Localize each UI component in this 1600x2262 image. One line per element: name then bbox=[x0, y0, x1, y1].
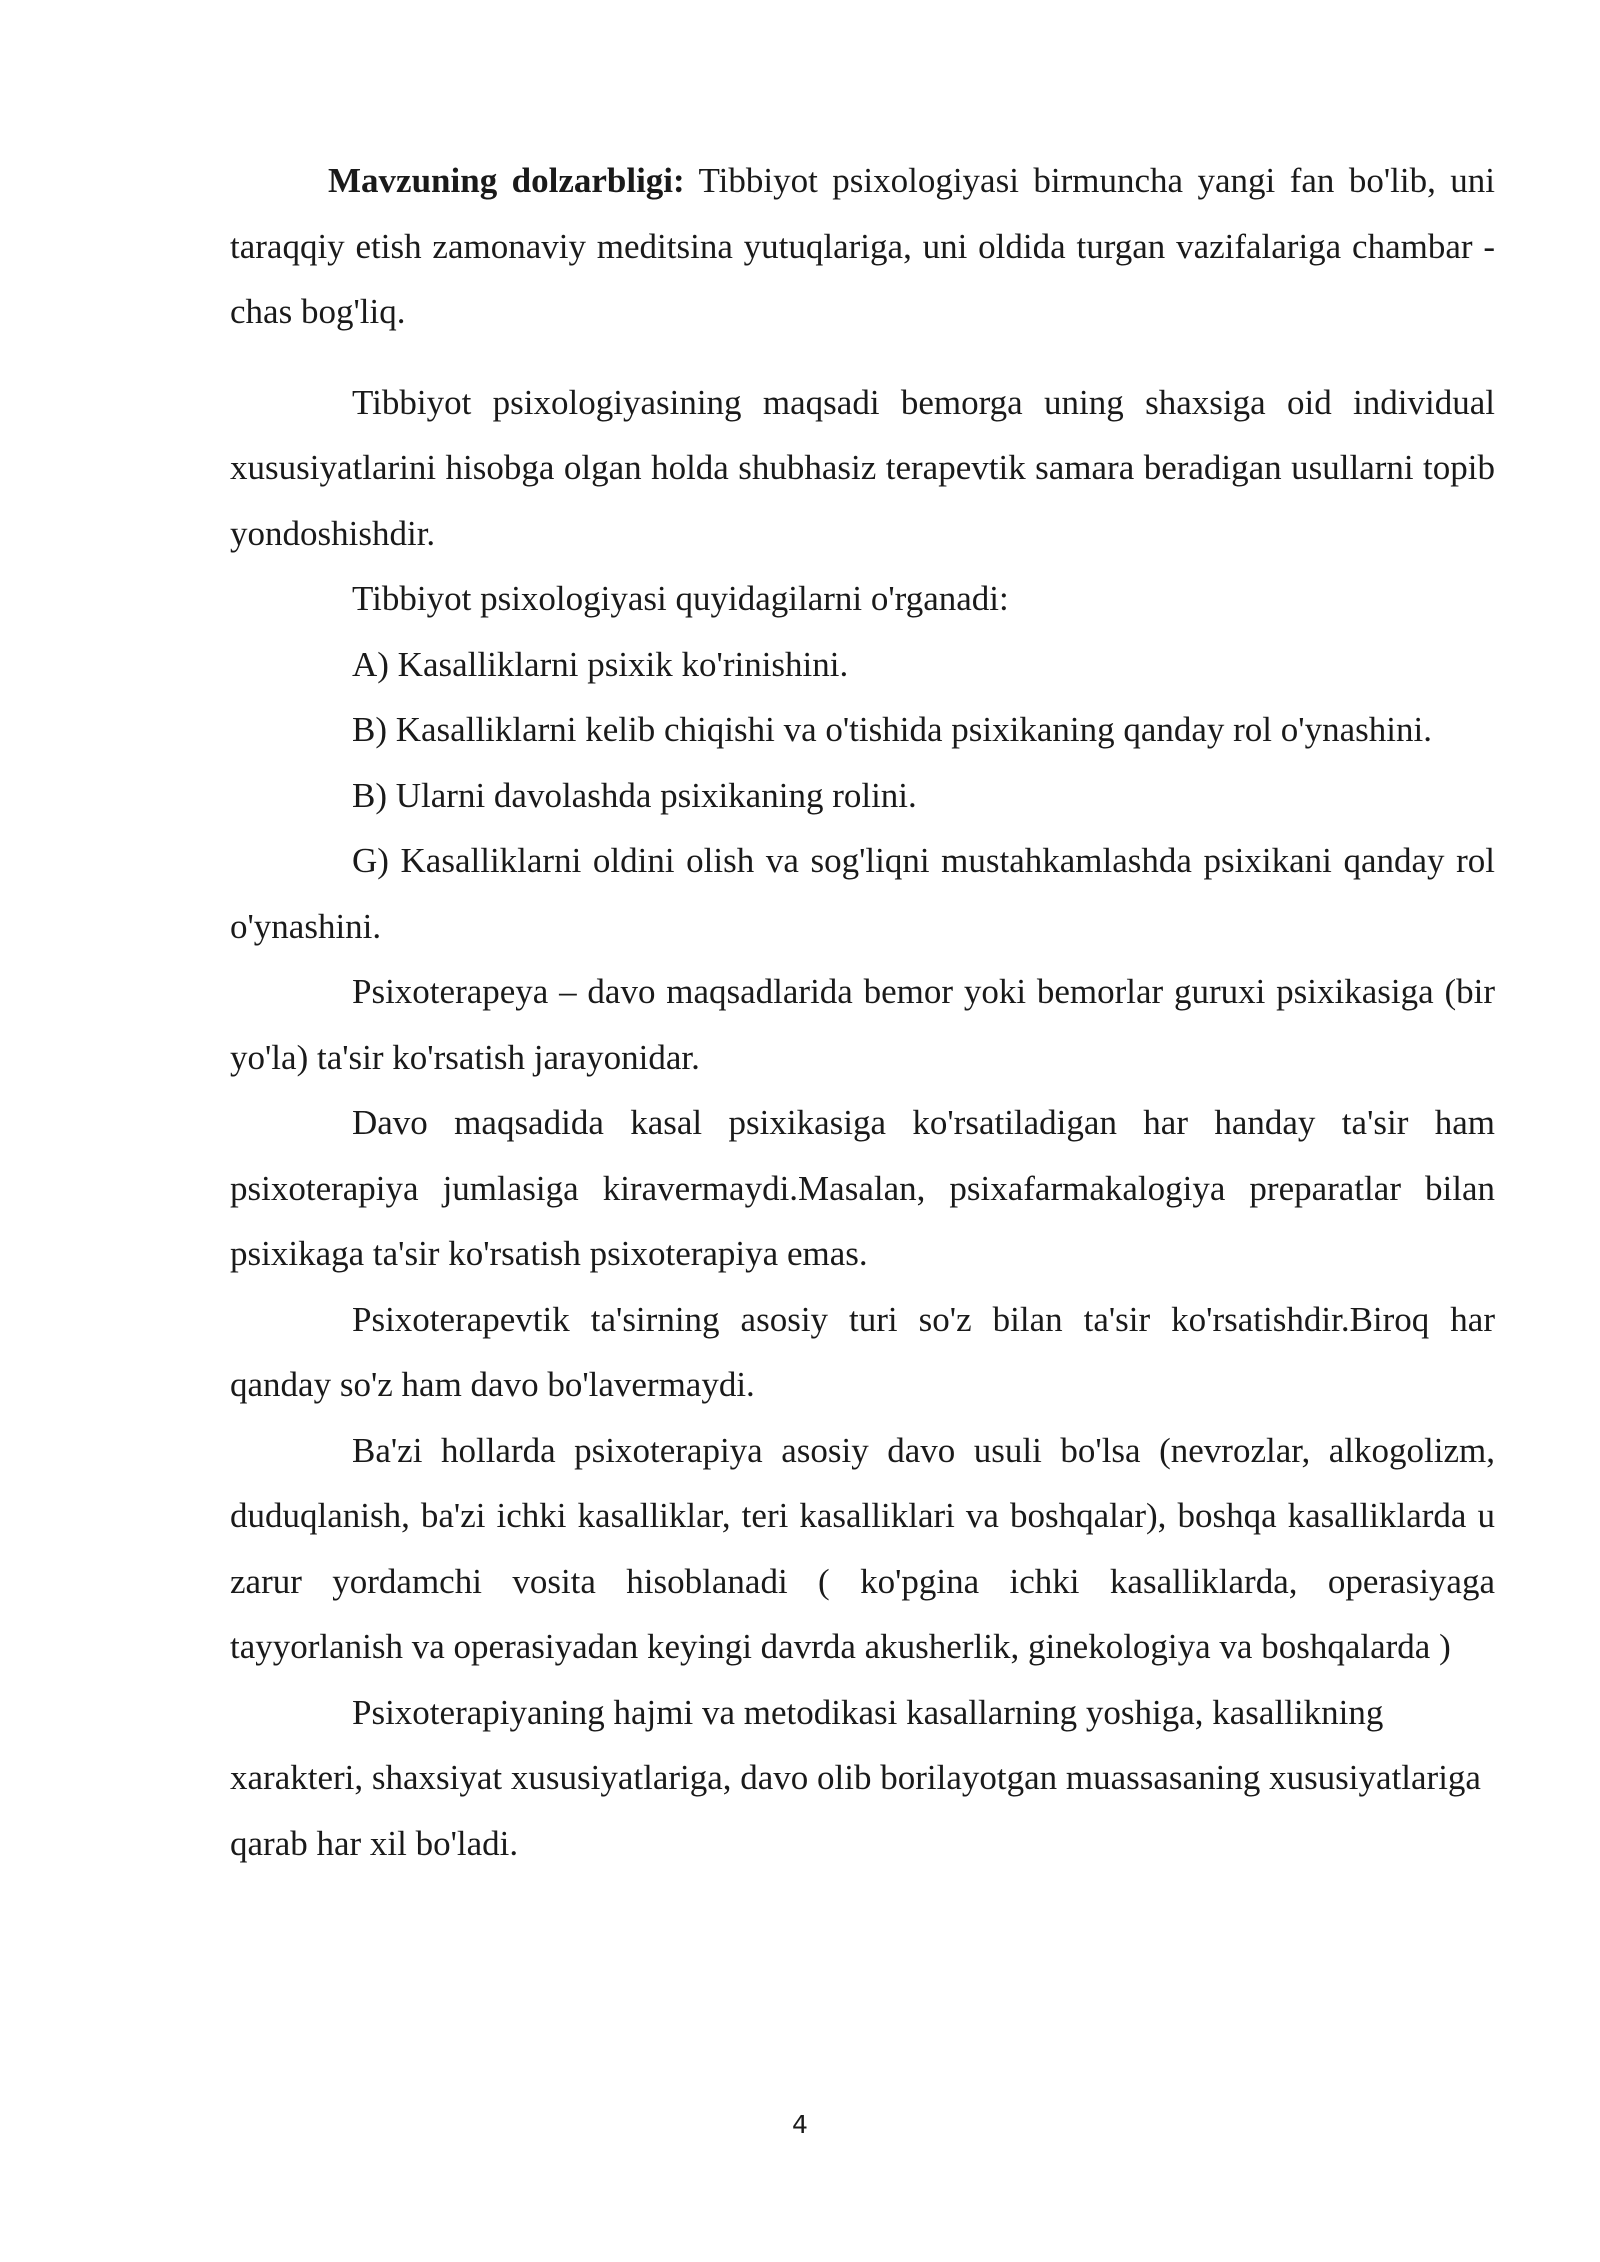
paragraph-studies-heading: Tibbiyot psixologiyasi quyidagilarni o'rganadi: bbox=[352, 579, 1009, 618]
paragraph-goal: Tibbiyot psixologiyasining maqsadi bemorga uning shaxsiga oid individual xususiyatlarini hisobga olgan holda shubhasiz terapevtik samara beradigan usullarni topib yondoshishdir. bbox=[230, 382, 1495, 553]
paragraph-psychotherapy-definition: Psixoterapeya – davo maqsadlarida bemor yoki bemorlar guruxi psixikasiga (bir yo'la) ta'sir ko'rsatish jarayonidar. bbox=[230, 972, 1495, 1077]
list-item-g: G) Kasalliklarni oldini olish va sog'liqni mustahkamlashda psixikani qanday rol o'ynashini. bbox=[230, 841, 1495, 946]
paragraph-not-every-influence: Davo maqsadida kasal psixikasiga ko'rsatiladigan har handay ta'sir ham psixoterapiya jumlasiga kiravermaydi.Masalan, psixafarmakalogiya preparatlar bilan psixikaga ta'sir ko'rsatish psixoterapiya emas. bbox=[230, 1103, 1495, 1273]
list-item-v: B) Ularni davolashda psixikaning rolini. bbox=[352, 775, 917, 815]
page-number: 4 bbox=[792, 2110, 808, 2139]
list-item-b: B) Kasalliklarni kelib chiqishi va o'tishida psixikaning qanday rol o'ynashini. bbox=[352, 710, 1432, 749]
list-item-a: A) Kasalliklarni psixik ko'rinishini. bbox=[352, 644, 849, 684]
intro-text: Tibbiyot psixologiyasi birmuncha yangi fan bo'lib, uni taraqqiy etish zamonaviy meditsina yutuqlariga, uni oldida turgan vazifalariga chambar - chas bog'liq. bbox=[230, 161, 1495, 331]
intro-label: Mavzuning dolzarbligi: bbox=[328, 161, 685, 200]
paragraph-cases: Ba'zi hollarda psixoterapiya asosiy davo usuli bo'lsa (nevrozlar, alkogolizm, duduqlanish, ba'zi ichki kasalliklar, teri kasalliklari va boshqalar), boshqa kasalliklarda u zarur yordamchi vosita hisoblanadi ( ko'pgina ichki kasalliklarda, operasiyaga tayyorlanish va operasiyadan keyingi davrda akusherlik, ginekologiya va boshqalarda ) bbox=[230, 1430, 1495, 1666]
paragraph-scope-method: Psixoterapiyaning hajmi va metodikasi kasallarning yoshiga, kasallikning xarakteri, shaxsiyat xususiyatlariga, davo olib borilayotgan muassasaning xususiyatlariga qarab har xil bo'ladi. bbox=[230, 1692, 1481, 1863]
paragraph-word-influence: Psixoterapevtik ta'sirning asosiy turi so'z bilan ta'sir ko'rsatishdir.Biroq har qanday so'z ham davo bo'lavermaydi. bbox=[230, 1299, 1495, 1404]
intro-paragraph bbox=[230, 148, 1495, 345]
document-page bbox=[230, 148, 1495, 1876]
